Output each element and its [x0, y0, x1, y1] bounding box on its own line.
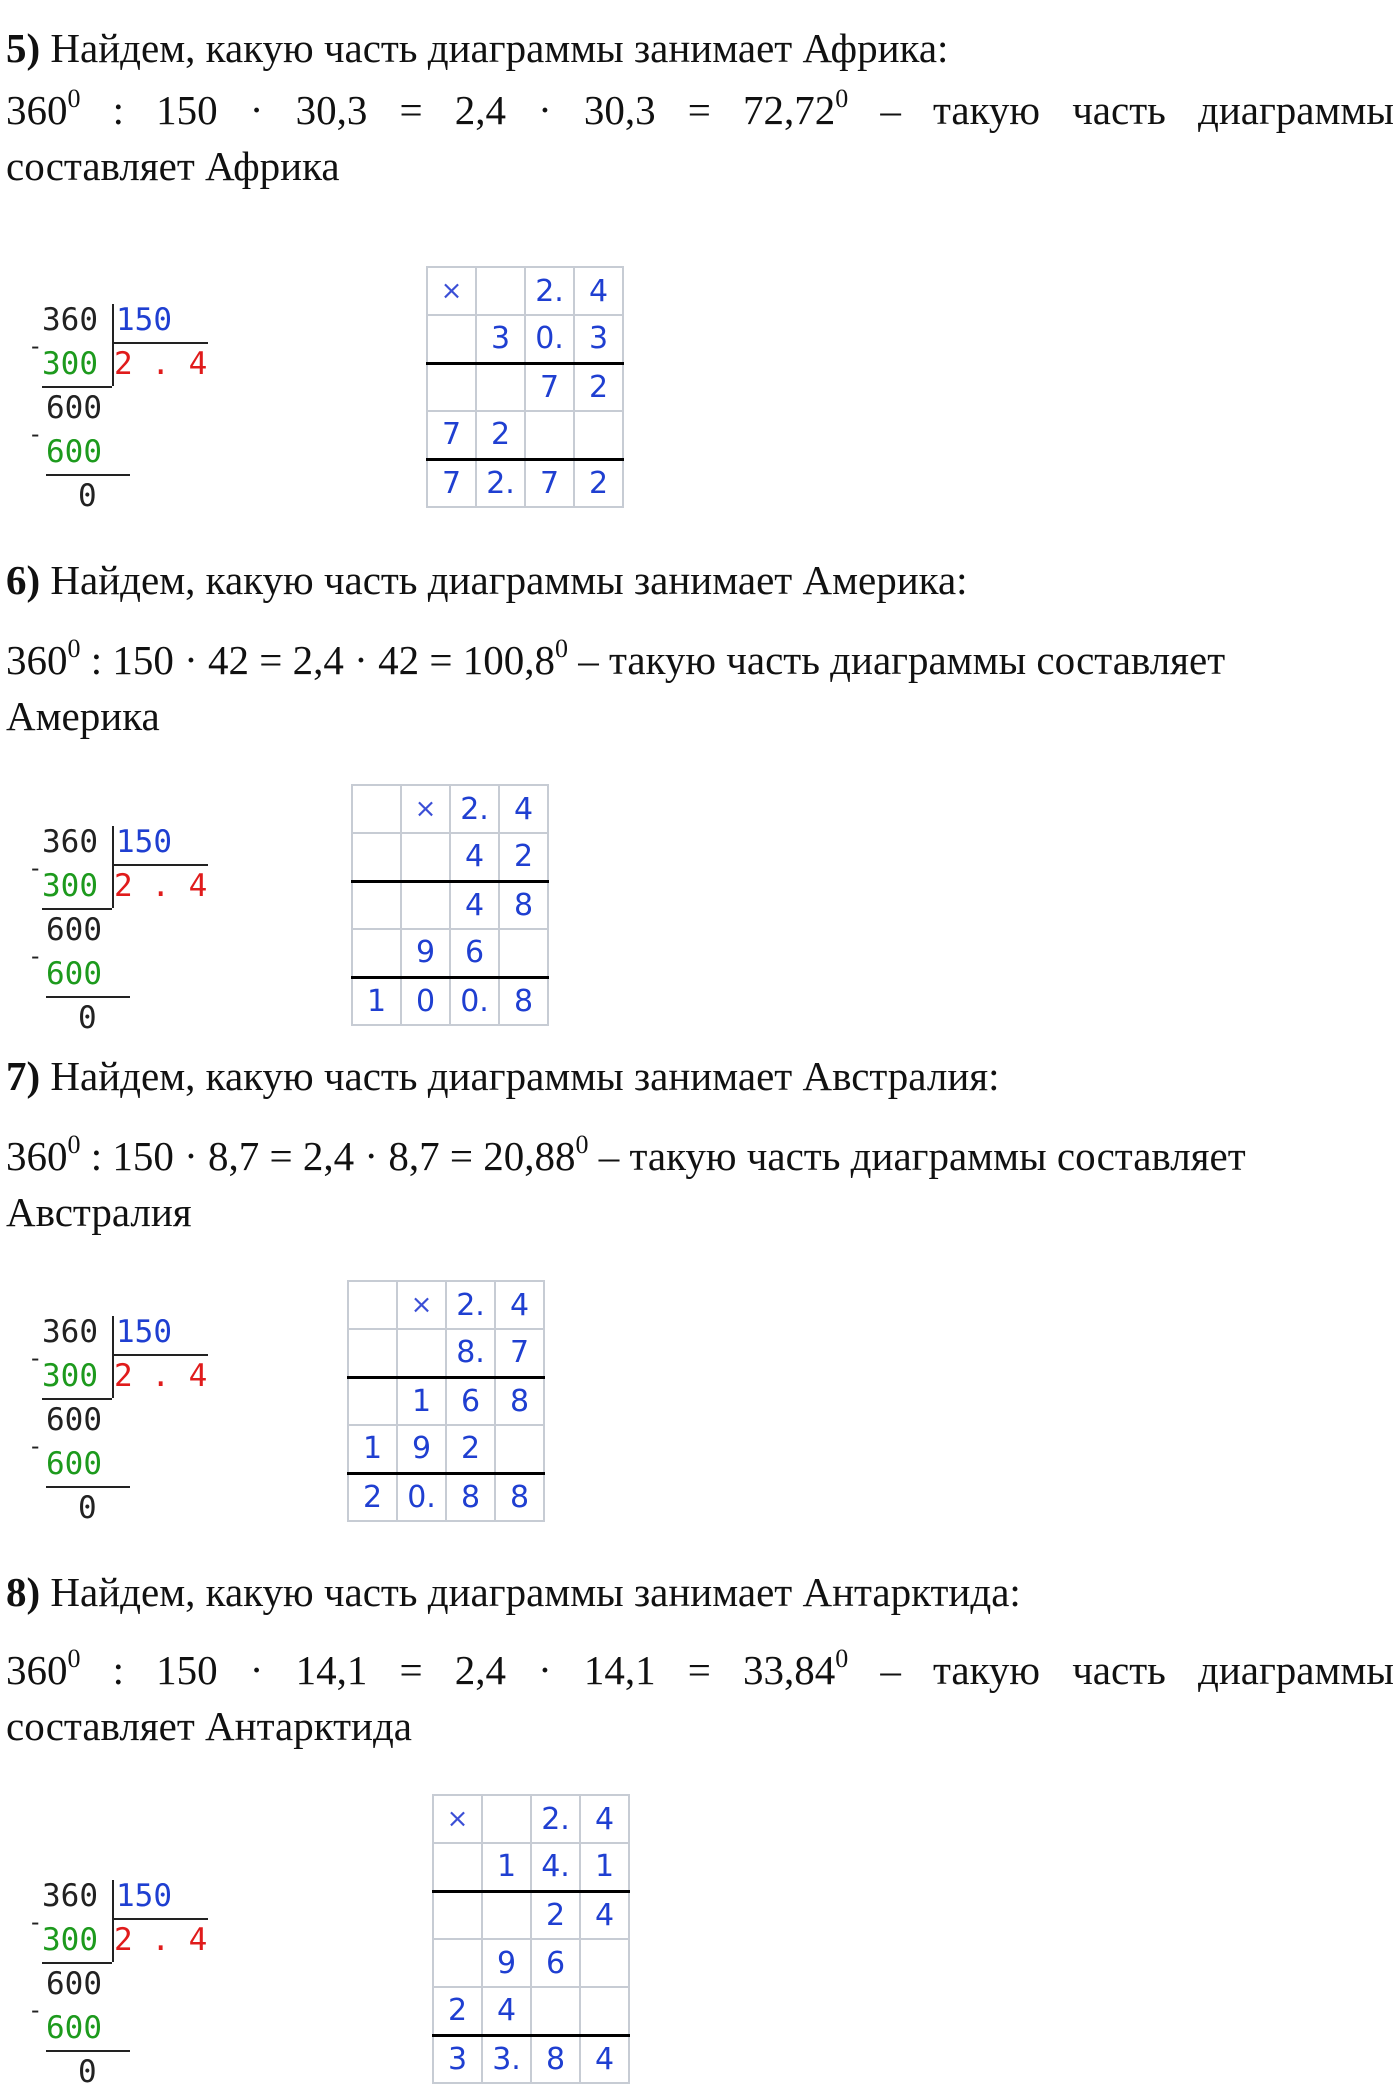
- grid-cell: [495, 1425, 544, 1473]
- grid-row: [427, 315, 623, 363]
- grid-cell: 3: [433, 2035, 482, 2083]
- quotient: 2 . 4: [114, 868, 208, 904]
- subtrahend-2: 600: [46, 2010, 102, 2046]
- grid-cell: 3: [574, 315, 623, 363]
- quotient: 2 . 4: [114, 1922, 208, 1958]
- grid-cell: 6: [450, 929, 499, 977]
- grid-row: [348, 1473, 544, 1521]
- subtract-line: [46, 1486, 130, 1488]
- formula-part: 360: [6, 637, 68, 683]
- grid-cell: 0.: [525, 315, 574, 363]
- section-5-long-division: [28, 298, 232, 514]
- formula-token: 150: [156, 87, 218, 133]
- grid-cell: [482, 1795, 531, 1843]
- section-5-multiplication-grid: [426, 266, 624, 508]
- grid-cell: [352, 785, 401, 833]
- quotient: 2 . 4: [114, 1358, 208, 1394]
- grid-cell: 0.: [450, 977, 499, 1025]
- subtract-line: [42, 1398, 112, 1400]
- grid-cell: [352, 929, 401, 977]
- grid-cell: 1: [397, 1377, 446, 1425]
- grid-row: [352, 977, 548, 1025]
- grid-cell: [348, 1281, 397, 1329]
- formula-token: такую: [932, 1647, 1041, 1693]
- grid-cell: 4: [580, 2035, 629, 2083]
- grid-cell: 8: [499, 881, 548, 929]
- formula-token: :: [112, 87, 125, 133]
- grid-row: [427, 363, 623, 411]
- dividend: 360: [42, 824, 98, 860]
- formula-token: =: [399, 87, 423, 133]
- subtract-line: [42, 908, 112, 910]
- grid-row: [352, 929, 548, 977]
- grid-cell: 2.: [450, 785, 499, 833]
- grid-cell: 7: [525, 363, 574, 411]
- grid-cell: 2: [574, 363, 623, 411]
- minus-sign: -: [28, 332, 43, 360]
- formula-part: : 150 · 42 = 2,4 · 42 = 100,8: [80, 637, 555, 683]
- division-bar: [112, 304, 114, 386]
- grid-cell: [352, 833, 401, 881]
- formula-part: : 150 · 8,7 = 2,4 · 8,7 = 20,88: [80, 1133, 576, 1179]
- grid-cell: 8: [495, 1377, 544, 1425]
- grid-cell: 1: [482, 1843, 531, 1891]
- formula-token: 30,3: [583, 87, 656, 133]
- grid-cell: 2.: [446, 1281, 495, 1329]
- subtrahend-2: 600: [46, 434, 102, 470]
- grid-row: [348, 1281, 544, 1329]
- subtract-line: [42, 386, 112, 388]
- section-heading-text: Найдем, какую часть диаграммы занимает Америка:: [50, 557, 968, 603]
- remainder-2: 0: [78, 1490, 97, 1526]
- formula-token: 2,4: [454, 87, 506, 133]
- section-6-heading: [6, 552, 1394, 608]
- section-7-long-division: [28, 1310, 232, 1526]
- grid-cell: 4: [495, 1281, 544, 1329]
- grid-cell: [348, 1329, 397, 1377]
- section-5-formula-line2: составляет Африка: [6, 143, 340, 189]
- grid-cell: 7: [525, 459, 574, 507]
- remainder-1: 600: [46, 912, 102, 948]
- grid-cell: 9: [397, 1425, 446, 1473]
- grid-cell: 0: [401, 977, 450, 1025]
- minus-sign: -: [28, 1344, 43, 1372]
- subtrahend-2: 600: [46, 956, 102, 992]
- divisor: 150: [116, 824, 172, 860]
- formula-token: диаграммы: [1197, 1647, 1394, 1693]
- grid-cell: 4: [580, 1795, 629, 1843]
- subtrahend-2: 600: [46, 1446, 102, 1482]
- remainder-1: 600: [46, 390, 102, 426]
- formula-token: $360^0$: [6, 1644, 81, 1693]
- formula-token: ·: [249, 87, 264, 133]
- minus-sign: -: [28, 1908, 43, 1936]
- grid-cell: [401, 833, 450, 881]
- grid-row: [433, 1891, 629, 1939]
- degree-superscript: 0: [67, 1130, 81, 1160]
- formula-token: =: [687, 87, 711, 133]
- grid-cell: [482, 1891, 531, 1939]
- section-7-formula-line2: Австралия: [6, 1189, 192, 1235]
- grid-cell: 2: [348, 1473, 397, 1521]
- grid-cell: [499, 929, 548, 977]
- grid-cell: ×: [401, 785, 450, 833]
- grid-row: [433, 1939, 629, 1987]
- formula-token: –: [880, 1647, 901, 1693]
- division-bar: [112, 1316, 114, 1398]
- grid-cell: 2: [446, 1425, 495, 1473]
- formula-token: =: [399, 1647, 423, 1693]
- minus-sign: -: [28, 1432, 43, 1460]
- dividend: 360: [42, 1878, 98, 1914]
- grid-cell: 8: [495, 1473, 544, 1521]
- formula-token: часть: [1072, 1647, 1166, 1693]
- grid-row: [348, 1425, 544, 1473]
- grid-cell: 1: [580, 1843, 629, 1891]
- formula-token: 72,72$^0$: [742, 84, 849, 133]
- grid-cell: [574, 411, 623, 459]
- grid-cell: 2.: [531, 1795, 580, 1843]
- remainder-1: 600: [46, 1966, 102, 2002]
- section-8-long-division: [28, 1874, 232, 2090]
- section-8-heading: [6, 1564, 1394, 1620]
- grid-cell: [427, 363, 476, 411]
- grid-cell: 4: [450, 881, 499, 929]
- section-8-formula-line2: составляет Антарктида: [6, 1703, 412, 1749]
- formula-token: –: [880, 87, 901, 133]
- grid-cell: [525, 411, 574, 459]
- formula-token: ·: [538, 87, 552, 133]
- grid-cell: 8.: [446, 1329, 495, 1377]
- formula-token: 30,3: [295, 87, 368, 133]
- formula-token: 150: [156, 1647, 218, 1693]
- formula-token: 2,4: [454, 1647, 506, 1693]
- formula-token: =: [687, 1647, 711, 1693]
- formula-token: часть: [1072, 87, 1166, 133]
- formula-token: 33,84$^0$: [742, 1644, 849, 1693]
- divisor: 150: [116, 1878, 172, 1914]
- subtract-line: [46, 2050, 130, 2052]
- grid-cell: 9: [401, 929, 450, 977]
- subtrahend-1: 300: [42, 346, 98, 382]
- section-number: 7): [6, 1053, 41, 1099]
- divisor: 150: [116, 302, 172, 338]
- grid-row: [433, 1843, 629, 1891]
- division-bar: [112, 826, 114, 908]
- grid-cell: 8: [531, 2035, 580, 2083]
- remainder-2: 0: [78, 1000, 97, 1036]
- grid-cell: 4.: [531, 1843, 580, 1891]
- formula-token: ·: [249, 1647, 264, 1693]
- degree-superscript: 0: [575, 1130, 589, 1160]
- subtrahend-1: 300: [42, 1922, 98, 1958]
- divisor: 150: [116, 1314, 172, 1350]
- grid-cell: [580, 1939, 629, 1987]
- grid-cell: 2.: [476, 459, 525, 507]
- minus-sign: -: [28, 1996, 43, 2024]
- grid-cell: [580, 1987, 629, 2035]
- grid-cell: 8: [446, 1473, 495, 1521]
- dividend: 360: [42, 1314, 98, 1350]
- formula-token: $360^0$: [6, 84, 81, 133]
- grid-row: [352, 881, 548, 929]
- degree-superscript: 0: [67, 634, 81, 664]
- minus-sign: -: [28, 854, 43, 882]
- formula-token: такую: [932, 87, 1041, 133]
- grid-cell: [401, 881, 450, 929]
- grid-row: [433, 1987, 629, 2035]
- section-number: 6): [6, 557, 41, 603]
- grid-cell: 2.: [525, 267, 574, 315]
- section-number: 8): [6, 1569, 41, 1615]
- grid-cell: ×: [427, 267, 476, 315]
- section-7-formula: [6, 1128, 1394, 1184]
- formula-token: 14,1: [295, 1647, 368, 1693]
- grid-cell: 2: [499, 833, 548, 881]
- section-6-long-division: [28, 820, 232, 1036]
- grid-cell: 6: [531, 1939, 580, 1987]
- grid-cell: ×: [433, 1795, 482, 1843]
- subtract-line: [42, 1962, 112, 1964]
- section-8-multiplication-grid: [432, 1794, 630, 2084]
- section-heading-text: Найдем, какую часть диаграммы занимает Антарктида:: [50, 1569, 1021, 1615]
- grid-cell: [348, 1377, 397, 1425]
- grid-cell: 3: [476, 315, 525, 363]
- divisor-underline: [112, 1918, 208, 1920]
- grid-cell: [433, 1843, 482, 1891]
- section-heading-text: Найдем, какую часть диаграммы занимает Австралия:: [50, 1053, 1000, 1099]
- formula-part: – такую часть диаграммы составляет: [588, 1133, 1246, 1179]
- grid-cell: 2: [531, 1891, 580, 1939]
- remainder-1: 600: [46, 1402, 102, 1438]
- minus-sign: -: [28, 420, 43, 448]
- grid-row: [427, 411, 623, 459]
- section-6-formula: [6, 632, 1394, 688]
- grid-cell: 0.: [397, 1473, 446, 1521]
- section-7-heading: [6, 1048, 1394, 1104]
- section-6-formula-line2: Америка: [6, 693, 160, 739]
- quotient: 2 . 4: [114, 346, 208, 382]
- grid-cell: 4: [499, 785, 548, 833]
- grid-cell: [531, 1987, 580, 2035]
- grid-row: [348, 1329, 544, 1377]
- section-8-formula: [6, 1642, 1394, 1698]
- grid-cell: 6: [446, 1377, 495, 1425]
- subtract-line: [46, 474, 130, 476]
- section-6-multiplication-grid: [351, 784, 549, 1026]
- formula-part: – такую часть диаграммы составляет: [567, 637, 1226, 683]
- formula-part: 360: [6, 1133, 68, 1179]
- grid-cell: [433, 1891, 482, 1939]
- section-5-formula: [6, 82, 1394, 138]
- section-7-multiplication-grid: [347, 1280, 545, 1522]
- grid-cell: [476, 363, 525, 411]
- remainder-2: 0: [78, 478, 97, 514]
- grid-row: [352, 785, 548, 833]
- minus-sign: -: [28, 942, 43, 970]
- section-heading-text: Найдем, какую часть диаграммы занимает Африка:: [50, 25, 949, 71]
- formula-token: диаграммы: [1197, 87, 1394, 133]
- grid-cell: [352, 881, 401, 929]
- divisor-underline: [112, 342, 208, 344]
- section-5-heading: [6, 20, 1394, 76]
- grid-cell: [433, 1939, 482, 1987]
- formula-token: :: [112, 1647, 125, 1693]
- subtrahend-1: 300: [42, 1358, 98, 1394]
- formula-token: 14,1: [583, 1647, 656, 1693]
- grid-cell: [476, 267, 525, 315]
- grid-row: [427, 459, 623, 507]
- remainder-2: 0: [78, 2054, 97, 2090]
- dividend: 360: [42, 302, 98, 338]
- grid-cell: 7: [427, 459, 476, 507]
- subtract-line: [46, 996, 130, 998]
- section-number: 5): [6, 25, 41, 71]
- grid-row: [427, 267, 623, 315]
- grid-cell: 2: [433, 1987, 482, 2035]
- grid-cell: 8: [499, 977, 548, 1025]
- grid-row: [352, 833, 548, 881]
- grid-cell: 9: [482, 1939, 531, 1987]
- grid-cell: [397, 1329, 446, 1377]
- grid-cell: 4: [574, 267, 623, 315]
- grid-row: [348, 1377, 544, 1425]
- grid-cell: 1: [352, 977, 401, 1025]
- divisor-underline: [112, 1354, 208, 1356]
- grid-cell: 7: [427, 411, 476, 459]
- subtrahend-1: 300: [42, 868, 98, 904]
- grid-cell: 7: [495, 1329, 544, 1377]
- grid-cell: 4: [482, 1987, 531, 2035]
- division-bar: [112, 1880, 114, 1962]
- grid-row: [433, 2035, 629, 2083]
- grid-cell: 3.: [482, 2035, 531, 2083]
- grid-cell: 2: [476, 411, 525, 459]
- grid-cell: ×: [397, 1281, 446, 1329]
- formula-token: ·: [538, 1647, 552, 1693]
- grid-cell: 2: [574, 459, 623, 507]
- divisor-underline: [112, 864, 208, 866]
- grid-cell: 4: [580, 1891, 629, 1939]
- grid-row: [433, 1795, 629, 1843]
- degree-superscript: 0: [554, 634, 568, 664]
- grid-cell: 1: [348, 1425, 397, 1473]
- grid-cell: [427, 315, 476, 363]
- grid-cell: 4: [450, 833, 499, 881]
